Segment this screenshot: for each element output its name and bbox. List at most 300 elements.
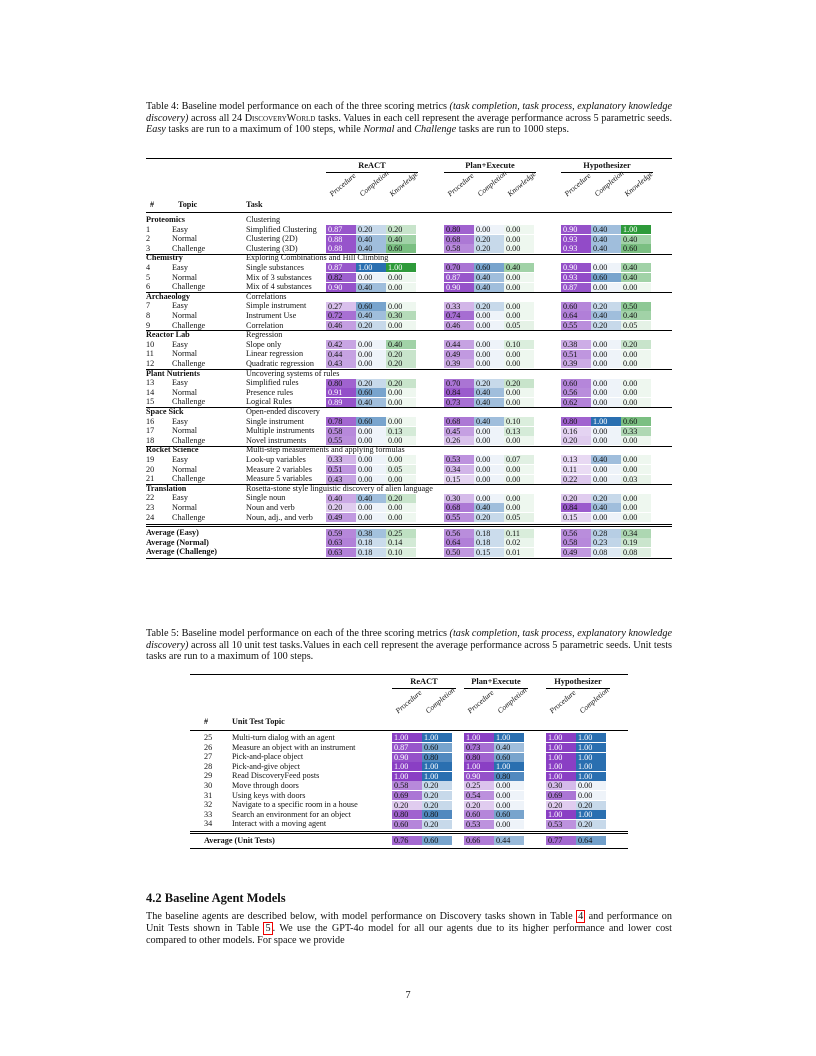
score-cell: 0.00 [386, 388, 416, 397]
metric-header: Procedure [465, 688, 496, 716]
score-cell: 0.93 [561, 273, 591, 282]
score-cell: 0.33 [621, 427, 651, 436]
section-topic: Chemistry [146, 253, 183, 263]
score-cell: 0.46 [326, 321, 356, 330]
average-cell: 0.66 [464, 836, 494, 845]
row-difficulty: Normal [172, 311, 198, 320]
score-cell: 0.55 [326, 436, 356, 445]
score-cell: 0.39 [444, 359, 474, 368]
score-cell: 0.53 [444, 455, 474, 464]
row-num: 1 [146, 224, 151, 234]
score-cell: 0.43 [326, 475, 356, 484]
score-cell: 0.00 [356, 273, 386, 282]
score-cell: 0.20 [392, 801, 422, 810]
score-cell: 0.40 [386, 235, 416, 244]
score-cell: 0.00 [356, 350, 386, 359]
score-cell: 0.00 [474, 436, 504, 445]
average-cell: 0.34 [621, 529, 651, 538]
score-cell: 1.00 [576, 772, 606, 781]
row-difficulty: Normal [172, 503, 198, 512]
row-num: 10 [146, 339, 155, 349]
row-num: 8 [146, 311, 151, 320]
score-cell: 0.00 [591, 340, 621, 349]
score-cell: 0.69 [392, 791, 422, 800]
score-cell: 0.00 [504, 350, 534, 359]
score-cell: 0.13 [561, 455, 591, 464]
score-cell: 0.30 [546, 781, 576, 790]
score-cell: 0.00 [621, 465, 651, 474]
score-cell: 0.20 [356, 379, 386, 388]
score-cell: 0.00 [504, 398, 534, 407]
score-cell: 0.00 [504, 311, 534, 320]
table-ref-4[interactable]: 4 [578, 911, 584, 922]
score-cell: 0.13 [504, 427, 534, 436]
score-cell: 0.60 [621, 417, 651, 426]
score-cell: 0.00 [474, 311, 504, 320]
score-cell: 0.00 [591, 359, 621, 368]
score-cell: 0.40 [356, 244, 386, 253]
score-cell: 0.00 [386, 503, 416, 512]
score-cell: 0.00 [474, 359, 504, 368]
metric-header: Completion [495, 685, 529, 716]
score-cell: 0.33 [444, 302, 474, 311]
average-cell: 0.63 [326, 538, 356, 547]
row-difficulty: Normal [172, 234, 198, 244]
average-cell: 0.60 [422, 836, 452, 845]
score-cell: 0.40 [474, 503, 504, 512]
header-task: Task [246, 200, 263, 209]
score-cell: 0.54 [464, 791, 494, 800]
metric-header: Procedure [562, 171, 593, 199]
score-cell: 0.40 [621, 235, 651, 244]
row-topic: Interact with a moving agent [232, 819, 327, 829]
average-cell: 0.08 [621, 548, 651, 557]
score-cell: 0.40 [356, 283, 386, 292]
score-cell: 0.00 [356, 513, 386, 522]
section-topic: Space Sick [146, 407, 184, 416]
score-cell: 0.80 [422, 810, 452, 819]
score-cell: 0.00 [621, 379, 651, 388]
score-cell: 1.00 [546, 762, 576, 771]
score-cell: 1.00 [392, 733, 422, 742]
score-cell: 0.46 [444, 321, 474, 330]
metric-header: Procedure [393, 688, 424, 716]
score-cell: 0.80 [561, 417, 591, 426]
score-cell: 0.20 [326, 503, 356, 512]
row-topic: Pick-and-give object [232, 761, 300, 771]
row-difficulty: Easy [172, 493, 188, 503]
score-cell: 0.00 [356, 455, 386, 464]
score-cell: 0.00 [474, 494, 504, 503]
metric-header: Procedure [327, 171, 358, 199]
score-cell: 0.44 [326, 350, 356, 359]
score-cell: 0.40 [494, 743, 524, 752]
row-num: 31 [204, 790, 213, 800]
average-cell: 0.56 [444, 529, 474, 538]
score-cell: 0.00 [504, 225, 534, 234]
average-cell: 0.18 [474, 538, 504, 547]
row-task: Simple instrument [246, 301, 307, 311]
score-cell: 0.00 [356, 427, 386, 436]
score-cell: 0.70 [444, 263, 474, 272]
row-difficulty: Challenge [172, 435, 206, 445]
score-cell: 1.00 [464, 733, 494, 742]
score-cell: 0.40 [474, 417, 504, 426]
score-cell: 0.20 [422, 801, 452, 810]
score-cell: 0.20 [464, 801, 494, 810]
average-label: Average (Challenge) [146, 547, 218, 557]
score-cell: 1.00 [392, 772, 422, 781]
score-cell: 0.40 [621, 273, 651, 282]
score-cell: 0.20 [591, 494, 621, 503]
row-task: Mix of 3 substances [246, 272, 312, 282]
table-rule [190, 730, 628, 731]
score-cell: 0.20 [386, 494, 416, 503]
score-cell: 0.00 [474, 455, 504, 464]
score-cell: 0.84 [561, 503, 591, 512]
row-topic: Multi-turn dialog with an agent [232, 733, 335, 742]
score-cell: 0.20 [386, 350, 416, 359]
table5 [146, 674, 672, 884]
score-cell: 0.60 [386, 244, 416, 253]
average-cell: 0.77 [546, 836, 576, 845]
score-cell: 0.00 [504, 283, 534, 292]
score-cell: 0.26 [444, 436, 474, 445]
row-difficulty: Easy [172, 378, 188, 388]
row-task: Instrument Use [246, 311, 297, 320]
average-cell: 0.63 [326, 548, 356, 557]
metric-header: Completion [423, 685, 457, 716]
score-cell: 0.60 [356, 302, 386, 311]
score-cell: 0.20 [474, 244, 504, 253]
section-desc: Regression [246, 330, 283, 340]
score-cell: 0.05 [621, 321, 651, 330]
score-cell: 0.00 [621, 359, 651, 368]
score-cell: 1.00 [494, 733, 524, 742]
average-label: Average (Easy) [146, 528, 199, 538]
row-task: Clustering (3D) [246, 243, 298, 253]
score-cell: 0.60 [356, 388, 386, 397]
score-cell: 0.00 [386, 513, 416, 522]
score-cell: 0.38 [561, 340, 591, 349]
score-cell: 0.40 [621, 263, 651, 272]
average-cell: 0.11 [504, 529, 534, 538]
table-rule [146, 292, 672, 293]
section-desc: Clustering [246, 215, 281, 224]
score-cell: 0.00 [621, 436, 651, 445]
score-cell: 0.42 [326, 340, 356, 349]
score-cell: 1.00 [494, 762, 524, 771]
score-cell: 0.00 [474, 475, 504, 484]
score-cell: 0.00 [474, 427, 504, 436]
average-cell: 0.01 [504, 548, 534, 557]
row-difficulty: Challenge [172, 397, 206, 407]
score-cell: 0.60 [494, 810, 524, 819]
score-cell: 0.05 [504, 513, 534, 522]
score-cell: 0.20 [356, 321, 386, 330]
score-cell: 0.64 [561, 311, 591, 320]
score-cell: 0.05 [386, 465, 416, 474]
score-cell: 0.00 [621, 503, 651, 512]
score-cell: 0.15 [444, 475, 474, 484]
average-cell: 0.44 [494, 836, 524, 845]
score-cell: 0.90 [326, 283, 356, 292]
score-cell: 0.58 [444, 244, 474, 253]
row-topic: Measure an object with an instrument [232, 742, 356, 752]
score-cell: 0.44 [444, 340, 474, 349]
average-cell: 0.18 [356, 548, 386, 557]
average-cell: 0.49 [561, 548, 591, 557]
score-cell: 0.00 [591, 465, 621, 474]
score-cell: 0.60 [474, 263, 504, 272]
score-cell: 0.56 [561, 388, 591, 397]
section-paragraph: The baseline agents are described below, with model performance on Discovery tasks shown in Table 4 and performance on Unit Tests shown in Table 5 . We use the GPT-4o model for all our agents due to its higher performance and lower cost compared to other models. For space we provide [146, 911, 672, 947]
row-num: 33 [204, 809, 213, 819]
row-num: 15 [146, 397, 155, 407]
score-cell: 0.45 [444, 427, 474, 436]
score-cell: 0.80 [444, 225, 474, 234]
score-cell: 0.74 [444, 311, 474, 320]
section-heading: 4.2 Baseline Agent Models [146, 891, 286, 905]
metric-header: Procedure [547, 688, 578, 716]
score-cell: 0.20 [474, 379, 504, 388]
score-cell: 0.33 [326, 455, 356, 464]
row-task: Slope only [246, 339, 282, 349]
score-cell: 0.00 [504, 475, 534, 484]
score-cell: 0.00 [504, 302, 534, 311]
score-cell: 0.40 [386, 340, 416, 349]
score-cell: 0.00 [504, 235, 534, 244]
row-num: 19 [146, 455, 155, 464]
score-cell: 0.53 [464, 820, 494, 829]
row-num: 20 [146, 464, 155, 474]
group-header: Hypothesizer [583, 161, 631, 170]
score-cell: 1.00 [576, 743, 606, 752]
row-difficulty: Challenge [172, 359, 206, 368]
score-cell: 0.90 [444, 283, 474, 292]
score-cell: 0.00 [591, 388, 621, 397]
score-cell: 0.20 [474, 235, 504, 244]
score-cell: 0.00 [621, 494, 651, 503]
score-cell: 0.00 [386, 398, 416, 407]
score-cell: 0.00 [474, 225, 504, 234]
score-cell: 0.58 [392, 781, 422, 790]
section-topic: Reactor Lab [146, 330, 190, 340]
table4 [146, 158, 672, 608]
score-cell: 0.00 [504, 503, 534, 512]
section-desc: Open-ended discovery [246, 407, 320, 416]
score-cell: 0.50 [621, 302, 651, 311]
score-cell: 0.40 [356, 494, 386, 503]
group-rule [561, 172, 653, 173]
score-cell: 0.40 [356, 235, 386, 244]
score-cell: 0.00 [474, 340, 504, 349]
score-cell: 1.00 [576, 810, 606, 819]
score-cell: 0.40 [591, 503, 621, 512]
score-cell: 1.00 [546, 810, 576, 819]
table-rule [190, 833, 628, 834]
row-task: Noun, adj., and verb [246, 512, 313, 522]
average-label: Average (Unit Tests) [204, 836, 275, 845]
score-cell: 0.87 [444, 273, 474, 282]
score-cell: 0.20 [474, 302, 504, 311]
row-task: Correlation [246, 320, 284, 330]
row-num: 32 [204, 800, 213, 810]
score-cell: 0.05 [504, 321, 534, 330]
score-cell: 0.68 [444, 235, 474, 244]
table-rule [146, 158, 672, 159]
average-label: Average (Normal) [146, 537, 209, 547]
score-cell: 0.43 [326, 359, 356, 368]
score-cell: 1.00 [546, 772, 576, 781]
row-task: Multiple instruments [246, 426, 315, 436]
score-cell: 0.34 [444, 465, 474, 474]
score-cell: 1.00 [422, 733, 452, 742]
score-cell: 0.91 [326, 388, 356, 397]
row-num: 5 [146, 272, 151, 282]
row-num: 29 [204, 771, 213, 781]
metric-header: Knowledge [622, 169, 655, 199]
row-num: 2 [146, 234, 151, 244]
score-cell: 0.60 [494, 753, 524, 762]
score-cell: 0.16 [561, 427, 591, 436]
row-num: 34 [204, 819, 213, 829]
score-cell: 0.20 [576, 820, 606, 829]
score-cell: 0.51 [561, 350, 591, 359]
score-cell: 0.40 [356, 311, 386, 320]
header-topic: Topic [178, 200, 198, 209]
score-cell: 0.00 [621, 283, 651, 292]
table-rule [190, 831, 628, 832]
row-task: Clustering (2D) [246, 234, 298, 244]
score-cell: 0.88 [326, 235, 356, 244]
row-topic: Using keys with doors [232, 790, 306, 800]
score-cell: 0.40 [326, 494, 356, 503]
row-num: 23 [146, 503, 155, 512]
score-cell: 0.80 [494, 772, 524, 781]
score-cell: 0.20 [591, 302, 621, 311]
score-cell: 1.00 [422, 762, 452, 771]
table5-caption: Table 5: Baseline model performance on each of the three scoring metrics (task completion, task process, explanatory knowledge discovery) across all 10 unit test tasks.Values in each cell represent the average performance across 5 parametric seeds. Unit tests tasks are run to a maximum of 100 steps. [146, 628, 673, 662]
score-cell: 0.55 [561, 321, 591, 330]
score-cell: 0.00 [591, 379, 621, 388]
average-cell: 0.08 [591, 548, 621, 557]
score-cell: 0.00 [474, 321, 504, 330]
row-difficulty: Challenge [172, 474, 206, 484]
row-topic: Search an environment for an object [232, 809, 351, 819]
row-difficulty: Normal [172, 349, 198, 359]
score-cell: 0.70 [444, 379, 474, 388]
score-cell: 0.60 [464, 810, 494, 819]
score-cell: 0.55 [444, 513, 474, 522]
row-num: 22 [146, 493, 155, 503]
score-cell: 0.00 [386, 283, 416, 292]
score-cell: 0.20 [422, 781, 452, 790]
table-rule [146, 524, 672, 525]
score-cell: 1.00 [386, 263, 416, 272]
row-num: 11 [146, 349, 154, 359]
average-cell: 0.15 [474, 548, 504, 557]
score-cell: 0.68 [444, 503, 474, 512]
row-topic: Read DiscoveryFeed posts [232, 771, 320, 781]
score-cell: 0.20 [386, 379, 416, 388]
row-num: 28 [204, 761, 213, 771]
row-task: Noun and verb [246, 503, 295, 512]
average-cell: 0.76 [392, 836, 422, 845]
page-number: 7 [405, 990, 411, 1001]
score-cell: 0.00 [591, 436, 621, 445]
table-rule [146, 407, 672, 408]
score-cell: 0.00 [494, 781, 524, 790]
row-num: 12 [146, 359, 155, 368]
score-cell: 1.00 [392, 762, 422, 771]
score-cell: 0.73 [464, 743, 494, 752]
row-difficulty: Easy [172, 455, 188, 464]
score-cell: 0.00 [356, 475, 386, 484]
score-cell: 0.00 [621, 513, 651, 522]
row-task: Novel instruments [246, 435, 307, 445]
score-cell: 0.00 [504, 436, 534, 445]
score-cell: 1.00 [422, 772, 452, 781]
score-cell: 0.00 [474, 465, 504, 474]
score-cell: 0.00 [621, 398, 651, 407]
score-cell: 0.00 [504, 494, 534, 503]
row-difficulty: Normal [172, 426, 198, 436]
row-num: 9 [146, 320, 151, 330]
score-cell: 0.00 [591, 475, 621, 484]
section-desc: Uncovering systems of rules [246, 368, 340, 378]
score-cell: 0.20 [422, 791, 452, 800]
group-header: Hypothesizer [554, 677, 602, 686]
score-cell: 0.20 [386, 359, 416, 368]
section-topic: Proteomics [146, 215, 185, 224]
score-cell: 0.00 [591, 263, 621, 272]
metric-header: Knowledge [505, 169, 538, 199]
section-topic: Plant Nutrients [146, 368, 200, 378]
row-task: Measure 5 variables [246, 474, 312, 484]
average-cell: 0.28 [591, 529, 621, 538]
score-cell: 0.20 [546, 801, 576, 810]
score-cell: 0.40 [621, 311, 651, 320]
score-cell: 0.87 [326, 263, 356, 272]
score-cell: 0.40 [591, 235, 621, 244]
row-num: 4 [146, 263, 151, 272]
row-difficulty: Challenge [172, 512, 206, 522]
row-difficulty: Normal [172, 272, 198, 282]
row-difficulty: Normal [172, 464, 198, 474]
score-cell: 0.00 [591, 283, 621, 292]
score-cell: 0.22 [561, 475, 591, 484]
table-rule [190, 674, 628, 675]
table-ref-5[interactable]: 5 [265, 923, 271, 935]
score-cell: 0.20 [474, 513, 504, 522]
average-cell: 0.64 [576, 836, 606, 845]
row-task: Linear regression [246, 349, 304, 359]
score-cell: 0.00 [591, 513, 621, 522]
score-cell: 0.60 [561, 302, 591, 311]
score-cell: 1.00 [591, 417, 621, 426]
row-difficulty: Easy [172, 263, 188, 272]
row-num: 25 [204, 733, 213, 742]
score-cell: 0.00 [356, 340, 386, 349]
score-cell: 0.40 [591, 455, 621, 464]
score-cell: 0.60 [591, 273, 621, 282]
score-cell: 0.00 [591, 350, 621, 359]
score-cell: 0.00 [386, 436, 416, 445]
row-task: Single noun [246, 493, 286, 503]
table4-caption: Table 4: Baseline model performance on each of the three scoring metrics (task completion, task process, explanatory knowledge discovery) across all 24 DiscoveryWorld tasks. Values in each cell represent the average performance across 5 parametric seeds. Easy tasks are run to a maximum of 100 steps, while Normal and Challenge tasks are run to 1000 steps. [146, 101, 673, 135]
score-cell: 0.40 [591, 311, 621, 320]
